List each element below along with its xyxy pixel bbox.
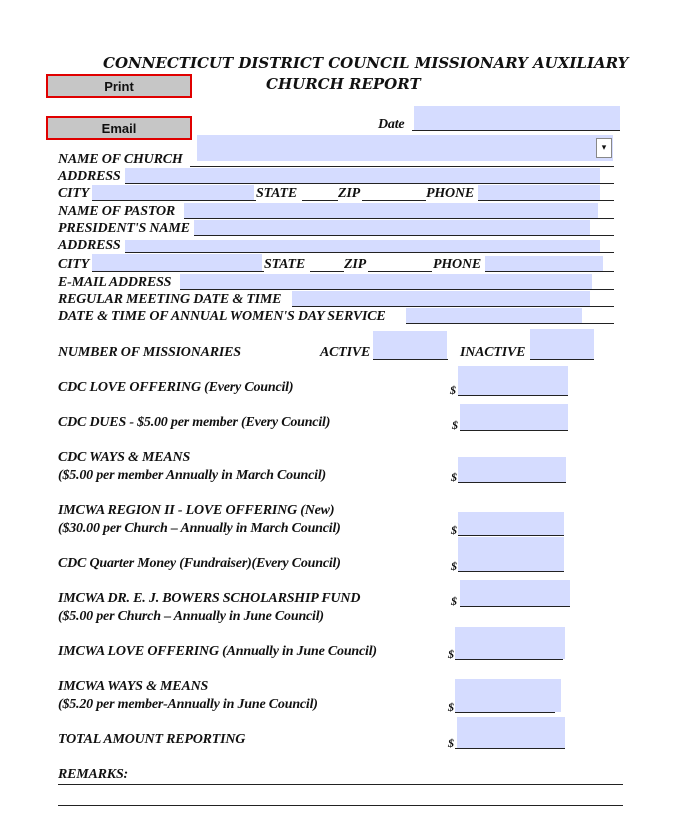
item-label: IMCWA WAYS & MEANS: [58, 679, 209, 694]
active-label: ACTIVE: [320, 345, 371, 360]
dollar-sign: $: [451, 523, 457, 537]
amount-underline: [458, 571, 564, 572]
amount-field[interactable]: [458, 537, 564, 571]
meeting-field[interactable]: [292, 291, 590, 306]
inactive-label: INACTIVE: [460, 345, 526, 360]
pastor-underline: [184, 218, 614, 219]
zip-underline: [362, 200, 426, 201]
amount-underline: [460, 606, 570, 607]
address-field[interactable]: [125, 168, 600, 183]
item-label: CDC Quarter Money (Fundraiser)(Every Council): [58, 556, 341, 571]
amount-underline: [458, 535, 564, 536]
church-name-select[interactable]: [197, 135, 613, 161]
dollar-sign: $: [450, 383, 456, 397]
item-label: IMCWA REGION II - LOVE OFFERING (New): [58, 503, 335, 518]
dollar-sign: $: [451, 594, 457, 608]
date-underline: [412, 130, 620, 131]
phone2-underline: [485, 271, 614, 272]
address-underline: [125, 183, 614, 184]
womens-day-field[interactable]: [406, 308, 582, 323]
amount-underline: [455, 748, 565, 749]
womens-day-label: DATE & TIME OF ANNUAL WOMEN'S DAY SERVICE: [58, 309, 386, 324]
city-label: CITY: [58, 186, 90, 201]
item-sublabel: ($5.20 per member-Annually in June Council): [58, 697, 318, 712]
item-label: CDC DUES - $5.00 per member (Every Council): [58, 415, 331, 430]
dollar-sign: $: [448, 647, 454, 661]
address2-field[interactable]: [125, 240, 600, 252]
dollar-sign: $: [451, 470, 457, 484]
amount-field[interactable]: [460, 580, 570, 606]
amount-underline: [458, 395, 568, 396]
form-subtitle: CHURCH REPORT: [266, 75, 421, 93]
address2-underline: [125, 252, 614, 253]
zip2-underline: [368, 271, 432, 272]
state-underline: [302, 200, 338, 201]
dollar-sign: $: [452, 418, 458, 432]
amount-underline: [460, 430, 568, 431]
meeting-underline: [292, 306, 614, 307]
active-field[interactable]: [373, 331, 447, 359]
item-sublabel: ($5.00 per Church – Annually in June Council): [58, 609, 324, 624]
amount-underline: [458, 482, 566, 483]
city2-label: CITY: [58, 257, 90, 272]
amount-underline: [455, 659, 563, 660]
item-label: CDC LOVE OFFERING (Every Council): [58, 380, 294, 395]
amount-field[interactable]: [458, 366, 568, 395]
email-address-field[interactable]: [180, 274, 592, 289]
president-underline: [194, 235, 614, 236]
phone-field[interactable]: [478, 185, 600, 200]
dollar-sign: $: [448, 700, 454, 714]
date-label: Date: [378, 117, 405, 132]
name-of-church-label: NAME OF CHURCH: [58, 152, 183, 167]
item-label: CDC WAYS & MEANS: [58, 450, 191, 465]
missionaries-label: NUMBER OF MISSIONARIES: [58, 345, 241, 360]
item-label: IMCWA DR. E. J. BOWERS SCHOLARSHIP FUND: [58, 591, 361, 606]
name-of-pastor-label: NAME OF PASTOR: [58, 204, 176, 219]
dollar-sign: $: [448, 736, 454, 750]
dollar-sign: $: [451, 559, 457, 573]
form-title: CONNECTICUT DISTRICT COUNCIL MISSIONARY AUXILIARY: [103, 54, 629, 72]
email-button[interactable]: Email: [46, 116, 192, 140]
item-sublabel: ($30.00 per Church – Annually in March Council): [58, 521, 341, 536]
total-amount-field[interactable]: [457, 717, 565, 748]
state-label: STATE: [256, 186, 298, 201]
remarks-line-2: [58, 805, 623, 806]
zip-label: ZIP: [338, 186, 360, 201]
chevron-down-icon[interactable]: ▾: [596, 138, 612, 158]
phone2-label: PHONE: [433, 257, 482, 272]
city-underline: [92, 200, 256, 201]
date-field[interactable]: [414, 106, 620, 130]
state2-label: STATE: [264, 257, 306, 272]
item-sublabel: ($5.00 per member Annually in March Council): [58, 468, 326, 483]
address-label: ADDRESS: [58, 169, 121, 184]
amount-field[interactable]: [458, 512, 564, 535]
amount-field[interactable]: [458, 457, 566, 482]
amount-field[interactable]: [455, 679, 561, 712]
phone-label: PHONE: [426, 186, 475, 201]
remarks-label: REMARKS:: [58, 767, 128, 782]
total-label: TOTAL AMOUNT REPORTING: [58, 732, 246, 747]
church-underline: [190, 166, 614, 167]
city-field[interactable]: [92, 185, 254, 200]
pastor-field[interactable]: [184, 203, 598, 218]
president-field[interactable]: [194, 220, 590, 235]
phone-underline: [478, 200, 614, 201]
inactive-underline: [530, 359, 594, 360]
state2-underline: [310, 271, 344, 272]
amount-underline: [455, 712, 555, 713]
item-label: IMCWA LOVE OFFERING (Annually in June Council): [58, 644, 377, 659]
remarks-line-1: [58, 784, 623, 785]
amount-field[interactable]: [460, 404, 568, 430]
womens-day-underline: [406, 323, 614, 324]
email-underline: [180, 289, 614, 290]
amount-field[interactable]: [455, 627, 565, 659]
presidents-name-label: PRESIDENT'S NAME: [58, 221, 190, 236]
city2-underline: [92, 271, 264, 272]
zip2-label: ZIP: [344, 257, 366, 272]
city2-field[interactable]: [92, 254, 262, 271]
inactive-field[interactable]: [530, 329, 594, 359]
active-underline: [373, 359, 448, 360]
email-address-label: E-MAIL ADDRESS: [58, 275, 172, 290]
print-button[interactable]: Print: [46, 74, 192, 98]
phone2-field[interactable]: [485, 256, 603, 271]
meeting-label: REGULAR MEETING DATE & TIME: [58, 292, 282, 307]
address2-label: ADDRESS: [58, 238, 121, 253]
